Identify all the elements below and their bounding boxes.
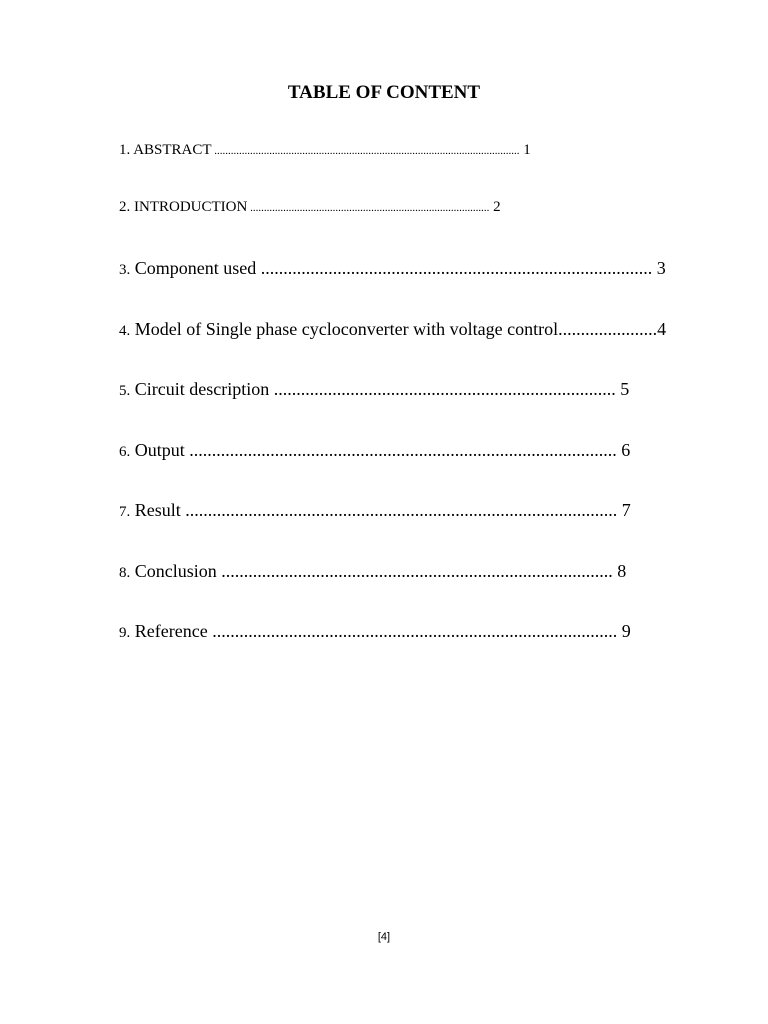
toc-entry-leader: ....................................................................................... [256, 258, 657, 278]
toc-entry-circuit-description [119, 380, 629, 399]
toc-entry-reference [119, 622, 631, 641]
toc-entry-leader: ................................................................................................ [180, 500, 622, 520]
toc-entry-page: 1 [519, 142, 531, 158]
toc-entry-number: 9. [119, 625, 131, 641]
toc-entry-abstract [119, 143, 531, 158]
toc-entry-component-used [119, 259, 666, 278]
toc-entry-page: 9 [621, 621, 631, 641]
toc-entry-label: Circuit description [134, 379, 270, 399]
toc-entry-leader: ............................................................................................................... [211, 145, 520, 157]
toc-title: TABLE OF CONTENT [287, 82, 481, 103]
toc-entry-leader: ...................... [558, 319, 658, 339]
toc-entry-label: Output [134, 440, 185, 460]
toc-entry-result [119, 501, 631, 520]
toc-entry-output [119, 441, 630, 460]
toc-entry-number: 3. [119, 262, 131, 278]
toc-entry-page: 5 [620, 379, 630, 399]
toc-entry-conclusion [119, 562, 626, 581]
toc-entry-label: Component used [134, 258, 257, 278]
toc-entry-number: 6. [119, 444, 131, 460]
toc-entry-model [119, 320, 666, 339]
toc-entry-leader: ....................................................................................... [247, 202, 490, 214]
toc-entry-label: INTRODUCTION [134, 199, 248, 215]
toc-entry-page: 4 [657, 319, 667, 339]
toc-entry-number: 1. [119, 142, 131, 158]
toc-entry-page: 2 [489, 199, 501, 215]
toc-entry-label: Conclusion [134, 561, 217, 581]
toc-entry-leader: ............................................................................................... [184, 440, 622, 460]
toc-entry-number: 8. [119, 565, 131, 581]
toc-entry-page: 3 [656, 258, 666, 278]
toc-entry-leader: ............................................................................ [269, 379, 621, 399]
toc-entry-label: ABSTRACT [133, 142, 212, 158]
toc-entry-page: 6 [621, 440, 631, 460]
toc-entry-label: Model of Single phase cycloconverter with voltage control [134, 319, 559, 339]
toc-entry-page: 8 [617, 561, 627, 581]
toc-entry-number: 4. [119, 323, 131, 339]
toc-entry-label: Reference [134, 621, 208, 641]
toc-entry-introduction [119, 200, 501, 215]
toc-entry-number: 7. [119, 504, 131, 520]
toc-entry-leader: ....................................................................................... [216, 561, 618, 581]
toc-entry-number: 5. [119, 383, 131, 399]
toc-entry-label: Result [134, 500, 181, 520]
toc-entry-page: 7 [621, 500, 631, 520]
toc-entry-number: 2. [119, 199, 131, 215]
page-number: [4] [377, 931, 391, 943]
toc-entry-leader: .......................................................................................... [207, 621, 622, 641]
